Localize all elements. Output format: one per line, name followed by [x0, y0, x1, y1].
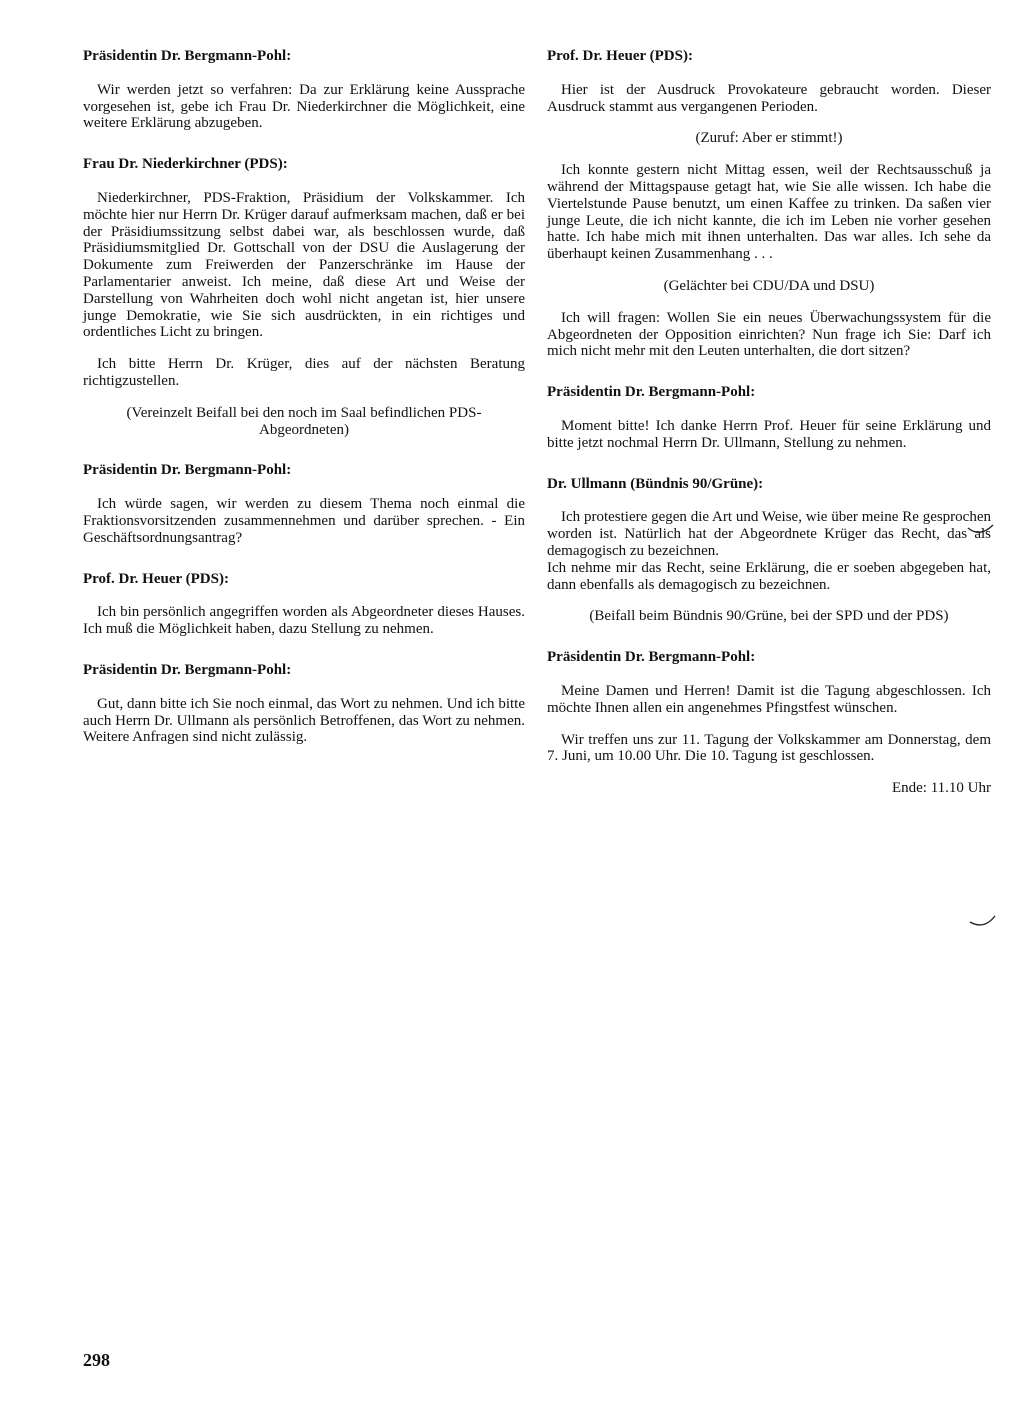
interjection: (Beifall beim Bündnis 90/Grüne, bei der SPD und der PDS)	[589, 608, 949, 625]
paragraph: Ich will fragen: Wollen Sie ein neues Überwachungssystem für die Abgeordneten der Opposition einrichten? Nun frage ich Sie: Darf ich mich nicht mehr mit den Leuten unterhalten, die dort sitzen?	[547, 309, 991, 360]
paragraph: Ich protestiere gegen die Art und Weise, wie über meine Re gesprochen worden ist. Natürlich hat der Abgeordnete Krüger das Recht, das als demagogisch zu bezeichnen.	[547, 509, 991, 559]
scan-curl-mark	[968, 910, 998, 928]
page-number: 298	[83, 1350, 110, 1370]
speech-block	[83, 462, 525, 546]
paragraph: Ich bitte Herrn Dr. Krüger, dies auf der nächsten Beratung richtigzustellen.	[83, 356, 525, 389]
speaker-heading: Prof. Dr. Heuer (PDS):	[547, 48, 693, 64]
speaker-heading: Präsidentin Dr. Bergmann-Pohl:	[83, 462, 292, 479]
speaker-heading: Präsidentin Dr. Bergmann-Pohl:	[83, 48, 292, 64]
speaker-heading: Dr. Ullmann (Bündnis 90/Grüne):	[547, 475, 764, 492]
paragraph: Ich nehme mir das Recht, seine Erklärung, die er soeben abgegeben hat, dann ebenfalls als demagogisch zu bezeichnen.	[547, 559, 991, 593]
speech-block	[83, 156, 525, 438]
paragraph: Wir treffen uns zur 11. Tagung der Volkskammer am Donnerstag, dem 7. Juni, um 10.00 Uhr. Die 10. Tagung ist geschlossen.	[547, 731, 991, 765]
paragraph: Meine Damen und Herren! Damit ist die Tagung abgeschlossen. Ich möchte Ihnen allen ein angenehmes Pfingstfest wünschen.	[547, 682, 991, 716]
paragraph: Wir werden jetzt so verfahren: Da zur Erklärung keine Aussprache vorgesehen ist, gebe ich Frau Dr. Niederkirchner die Möglichkeit, eine weitere Erklärung abzugeben.	[83, 81, 525, 132]
interjection: (Gelächter bei CDU/DA und DSU)	[663, 277, 875, 294]
left-column	[83, 48, 525, 770]
interjection: (Vereinzelt Beifall bei den noch im Saal befindlichen PDS-Abgeordneten)	[126, 404, 482, 438]
speaker-heading: Präsidentin Dr. Bergmann-Pohl:	[547, 384, 756, 401]
paragraph: Moment bitte! Ich danke Herrn Prof. Heuer für seine Erklärung und bitte jetzt nochmal Herrn Dr. Ullmann, Stellung zu nehmen.	[547, 417, 991, 451]
speaker-heading: Präsidentin Dr. Bergmann-Pohl:	[547, 649, 756, 666]
speech-block	[83, 571, 525, 638]
speaker-heading: Frau Dr. Niederkirchner (PDS):	[83, 156, 288, 173]
speech-block	[83, 662, 525, 746]
paragraph: Niederkirchner, PDS-Fraktion, Präsidium der Volkskammer. Ich möchte hier nur Herrn Dr. Krüger darauf aufmerksam machen, daß er bei der Präsidiumssitzung selbst dabei war, als beschlossen wurde, daß Präsidiumsmitglied Dr. Gottschall von der DSU die Auslagerung der Dokumente zum Freiwerden der Panzerschränke im Hause der Parlamentarier anweist. Ich meine, daß diese Art und Weise der Darstellung von Wahrheiten doch wohl nicht angetan ist, hier unsere junge Demokratie, wie Sie sich ausdrückten, in ein richtiges und ordentliches Licht zu bringen.	[83, 189, 525, 341]
session-end-time: Ende: 11.10 Uhr	[891, 780, 991, 797]
right-column	[547, 48, 991, 821]
paragraph: Hier ist der Ausdruck Provokateure gebraucht worden. Dieser Ausdruck stammt aus vergangenen Perioden.	[547, 81, 991, 115]
speech-block	[83, 48, 525, 132]
speech-block	[547, 476, 991, 626]
interjection: (Zuruf: Aber er stimmt!)	[695, 130, 843, 147]
speaker-heading: Präsidentin Dr. Bergmann-Pohl:	[83, 661, 292, 678]
scan-curl-mark	[966, 522, 996, 538]
speaker-heading: Prof. Dr. Heuer (PDS):	[83, 570, 229, 587]
speech-block	[547, 649, 991, 797]
speech-block	[547, 48, 991, 360]
paragraph: Ich bin persönlich angegriffen worden als Abgeordneter dieses Hauses. Ich muß die Möglichkeit haben, dazu Stellung zu nehmen.	[83, 604, 525, 638]
paragraph: Gut, dann bitte ich Sie noch einmal, das Wort zu nehmen. Und ich bitte auch Herrn Dr. Ullmann als persönlich Betroffenen, das Wort zu nehmen. Weitere Anfragen sind nicht zulässig.	[83, 695, 525, 746]
paragraph: Ich konnte gestern nicht Mittag essen, weil der Rechtsausschuß ja während der Mittagspause getagt hat, wie Sie alle wissen. Ich habe die Viertelstunde Pause benutzt, um einen Kaffee zu trinken. Da saßen vier junge Leute, die ich nicht kannte, die ich im Leben nie vorher gesehen hatte. Ich habe mich mit ihnen unterhalten. Das war alles. Ich sehe da überhaupt keinen Zusammenhang . . .	[547, 162, 991, 263]
speech-block	[547, 384, 991, 451]
paragraph: Ich würde sagen, wir werden zu diesem Thema noch einmal die Fraktionsvorsitzenden zusammennehmen und darüber sprechen. - Ein Geschäftsordnungsantrag?	[83, 496, 525, 546]
